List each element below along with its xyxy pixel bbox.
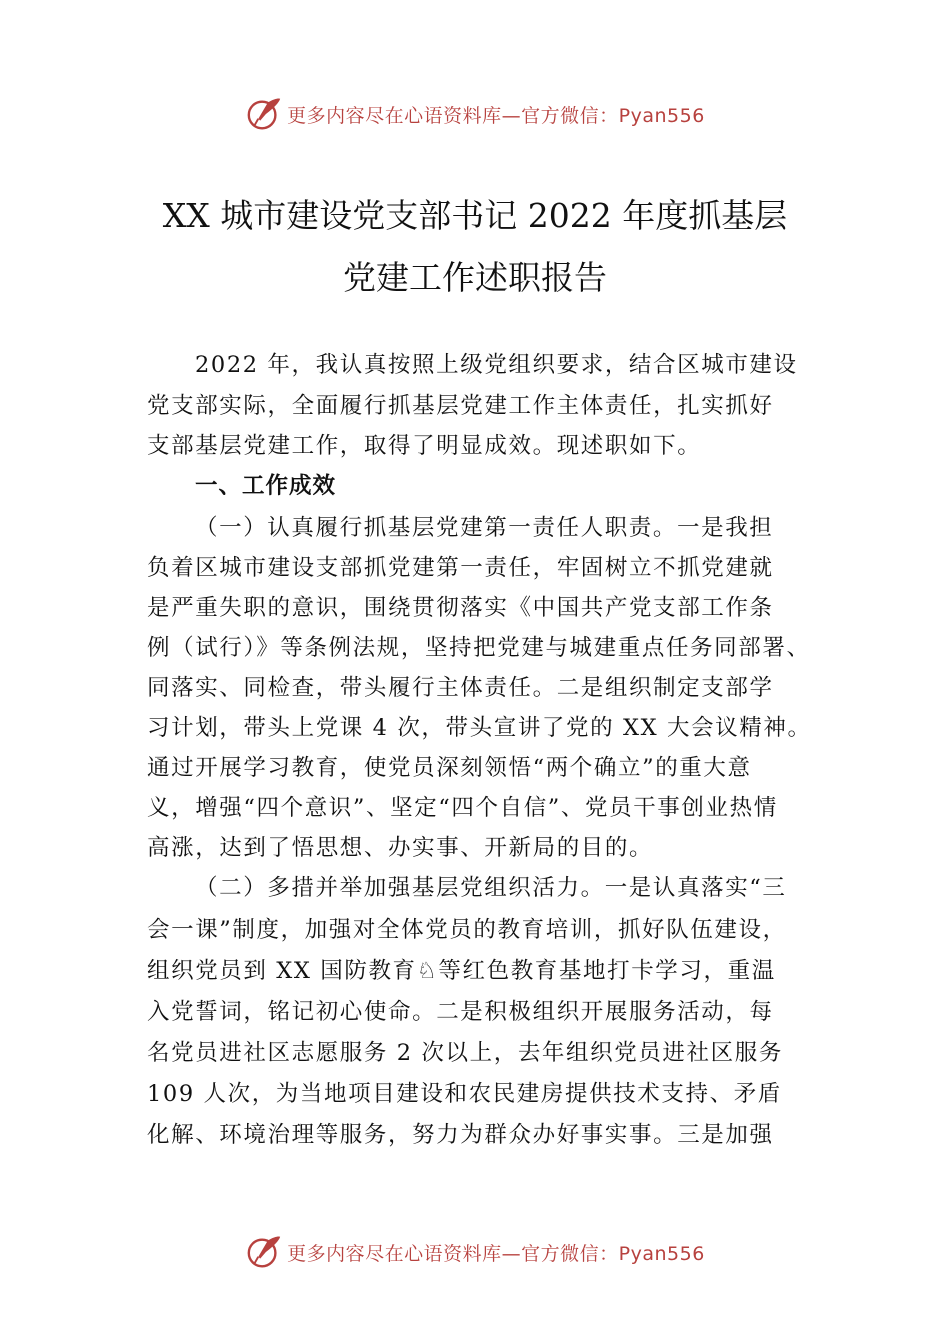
document-title-line-1: XX 城市建设党支部书记 2022 年度抓基层 <box>162 196 788 235</box>
body-line: 是严重失职的意识，围绕贯彻落实《中国共产党支部工作条 <box>147 595 774 621</box>
banner-text: 更多内容尽在心语资料库—官方微信：Pyan556 <box>287 104 705 127</box>
quill-logo-icon <box>245 1233 283 1271</box>
body-line: 同落实、同检查，带头履行主体责任。二是组织制定支部学 <box>147 675 774 701</box>
bottom-banner <box>0 1232 950 1272</box>
body-line: 组织党员到 XX 国防教育♘等红色教育基地打卡学习，重温 <box>147 958 776 984</box>
body-line: 2022 年，我认真按照上级党组织要求，结合区城市建设 <box>195 352 798 378</box>
body-line: 会一课”制度，加强对全体党员的教育培训，抓好队伍建设， <box>147 917 787 943</box>
body-line: 义，增强“四个意识”、坚定“四个自信”、党员干事创业热情 <box>147 795 778 821</box>
document-title-line-2: 党建工作述职报告 <box>343 258 607 297</box>
body-line: 党支部实际，全面履行抓基层党建工作主体责任，扎实抓好 <box>147 393 774 419</box>
body-line: （一）认真履行抓基层党建第一责任人职责。一是我担 <box>195 515 774 541</box>
body-line: 支部基层党建工作，取得了明显成效。现述职如下。 <box>147 433 702 459</box>
section-heading: 一、工作成效 <box>195 473 337 499</box>
body-line: 入党誓词，铭记初心使命。二是积极组织开展服务活动，每 <box>147 999 774 1025</box>
body-line: 负着区城市建设支部抓党建第一责任，牢固树立不抓党建就 <box>147 555 774 581</box>
banner-text: 更多内容尽在心语资料库—官方微信：Pyan556 <box>287 1242 705 1265</box>
body-line: 习计划，带头上党课 4 次，带头宣讲了党的 XX 大会议精神。 <box>147 715 812 741</box>
body-line: 化解、环境治理等服务，努力为群众办好事实事。三是加强 <box>147 1122 774 1148</box>
top-banner <box>0 94 950 134</box>
body-line: （二）多措并举加强基层党组织活力。一是认真落实“三 <box>195 875 787 901</box>
body-line: 例（试行）》等条例法规，坚持把党建与城建重点任务同部署、 <box>147 635 811 661</box>
body-line: 109 人次，为当地项目建设和农民建房提供技术支持、矛盾 <box>147 1081 782 1107</box>
body-line: 高涨，达到了悟思想、办实事、开新局的目的。 <box>147 835 654 861</box>
quill-logo-icon <box>245 95 283 133</box>
body-line: 名党员进社区志愿服务 2 次以上，去年组织党员进社区服务 <box>147 1040 783 1066</box>
body-line: 通过开展学习教育，使党员深刻领悟“两个确立”的重大意 <box>147 755 752 781</box>
